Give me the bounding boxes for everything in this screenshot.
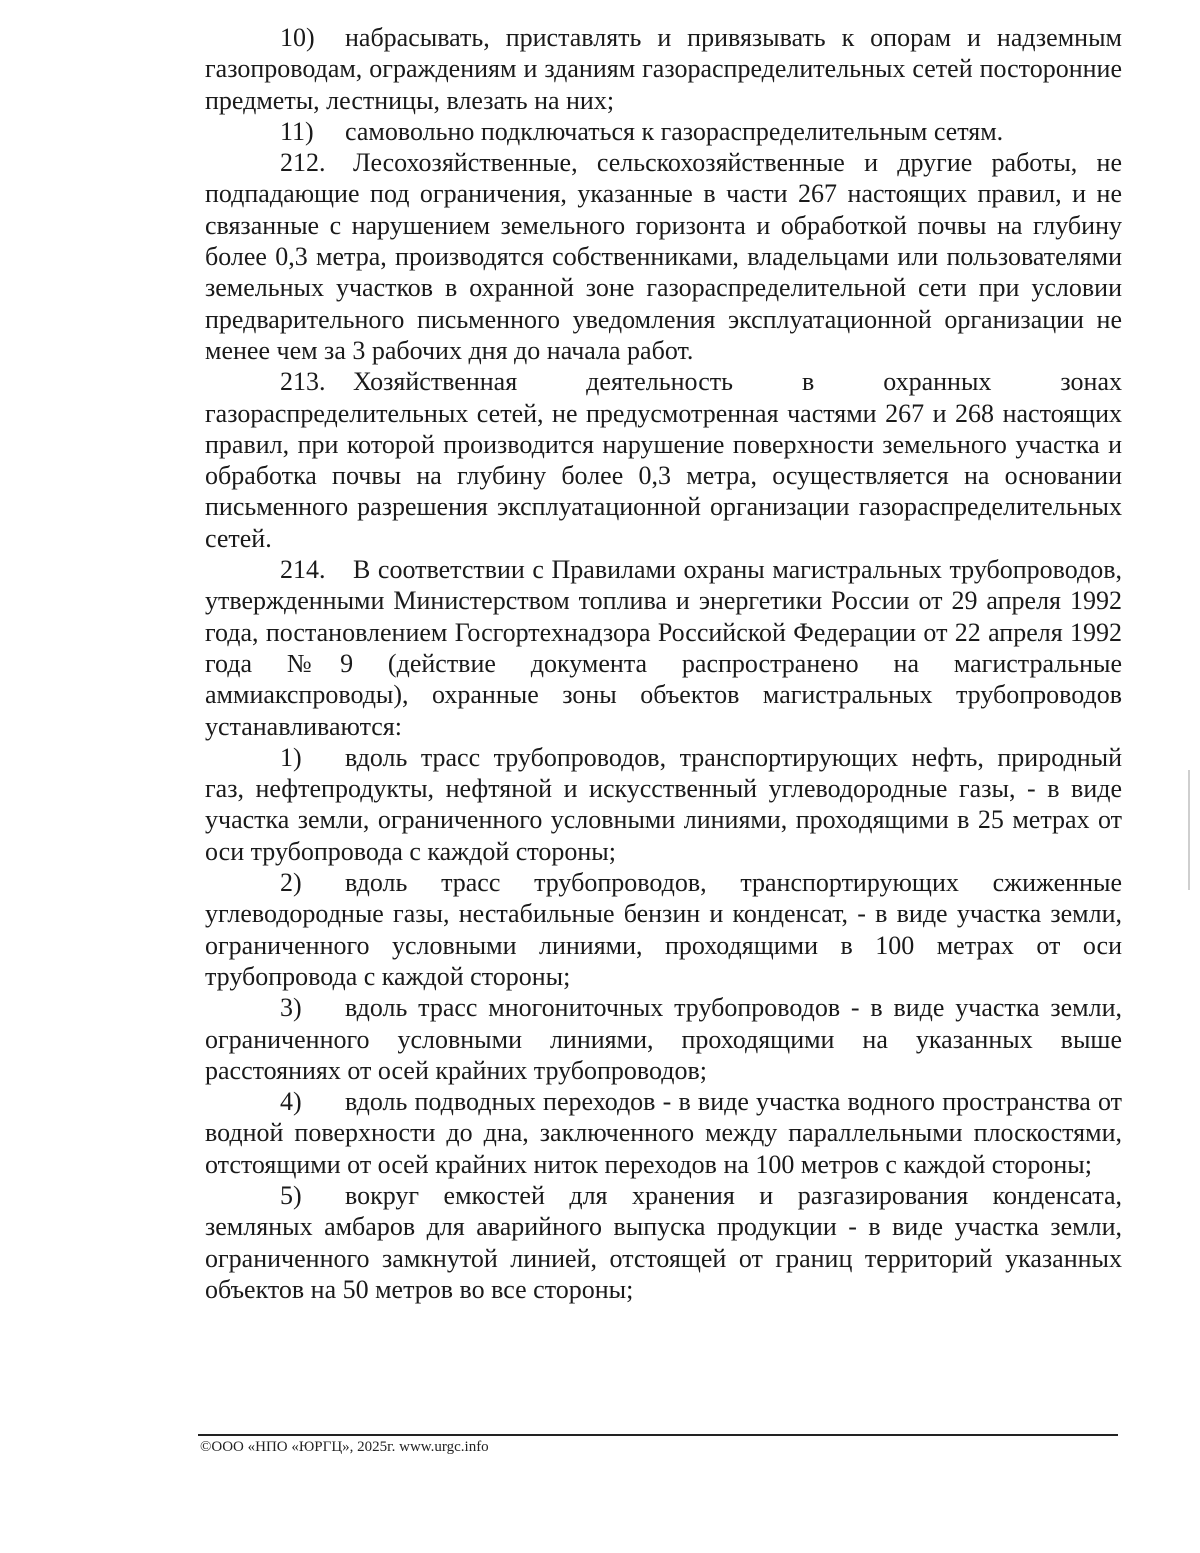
item-text: самовольно подключаться к газораспределительным сетям. [345,116,1004,146]
clause-number: 212. [280,148,326,178]
document-body [205,22,1122,1305]
list-item-11 [205,116,1122,147]
item-text: вдоль трасс трубопроводов, транспортирующих сжиженные углеводородные газы, нестабильные бензин и конденсат, - в виде участка земли, ограниченного условными линиями, проходящими в 100 метрах от оси трубопровода с каждой стороны; [205,868,1122,991]
clause-number: 213. [280,367,326,397]
clause-text: Лесохозяйственные, сельскохозяйственные и другие работы, не подпадающие под ограничения, указанные в части 267 настоящих правил, и не связанные с нарушением земельного горизонта и обработкой почвы на глубину более 0,3 метра, производятся собственниками, владельцами или пользователями земельных участков в охранной зоне газораспределительной сети при условии предварительного письменного уведомления эксплуатационной организации не менее чем за 3 рабочих дня до начала работ. [205,148,1122,365]
list-item-4 [205,1086,1122,1180]
item-number: 1) [280,742,302,772]
item-text: вдоль трасс трубопроводов, транспортирующих нефть, природный газ, нефтепродукты, нефтяной и искусственный углеводородные газы, - в виде участка земли, ограниченного условными линиями, проходящими в 25 метрах от оси трубопровода с каждой стороны; [205,742,1122,866]
item-text: вдоль подводных переходов - в виде участка водного пространства от водной поверхности до дна, заключенного между параллельными плоскостями, отстоящими от осей крайних ниток переходов на 100 метров с каждой стороны; [205,1087,1122,1179]
clause-214 [205,554,1122,742]
item-number: 3) [280,993,302,1023]
list-item-3 [205,992,1122,1086]
clause-text: В соответствии с Правилами охраны магистральных трубопроводов, утвержденными Министерством топлива и энергетики России от 29 апреля 1992 года, постановлением Госгортехнадзора Российской Федерации от 22 апреля 1992 года №9 (действие документа распространено на магистральные аммиакспроводы), охранные зоны объектов магистральных трубопроводов устанавливаются: [205,555,1122,741]
item-number: 5) [280,1180,302,1210]
item-number: 11) [280,116,314,146]
clause-number: 214. [280,555,326,585]
clause-text: Хозяйственная деятельность в охранных зонах газораспределительных сетей, не предусмотренная частями 267 и 268 настоящих правил, при которой производится нарушение поверхности земельного участка и обработка почвы на глубину более 0,3 метра, осуществляется на основании письменного разрешения эксплуатационной организации газораспределительных сетей. [205,367,1122,553]
item-text: вокруг емкостей для хранения и разгазирования конденсата, земляных амбаров для аварийного выпуска продукции - в виде участка земли, ограниченного замкнутой линией, отстоящей от границ территорий указанных объектов на 50 метров во все стороны; [205,1180,1122,1304]
item-number: 10) [280,23,315,52]
item-number: 2) [280,868,302,898]
list-item-5 [205,1180,1122,1305]
clause-212 [205,147,1122,366]
footer-copyright: ©ООО «НПО «ЮРГЦ», 2025г. www.urgc.info [200,1439,489,1455]
item-text: набрасывать, приставлять и привязывать к опорам и надземным газопроводам, ограждениям и зданиям газораспределительных сетей посторонние предметы, лестницы, влезать на них; [205,23,1122,115]
list-item-1 [205,742,1122,867]
item-text: вдоль трасс многониточных трубопроводов - в виде участка земли, ограниченного условными линиями, проходящими на указанных выше расстояниях от осей крайних трубопроводов; [205,993,1122,1085]
clause-213 [205,366,1122,554]
list-item-2 [205,867,1122,992]
footer-divider [198,1434,1118,1436]
item-number: 4) [280,1087,302,1117]
list-item-10 [205,22,1122,116]
scan-artifact [1188,770,1190,890]
